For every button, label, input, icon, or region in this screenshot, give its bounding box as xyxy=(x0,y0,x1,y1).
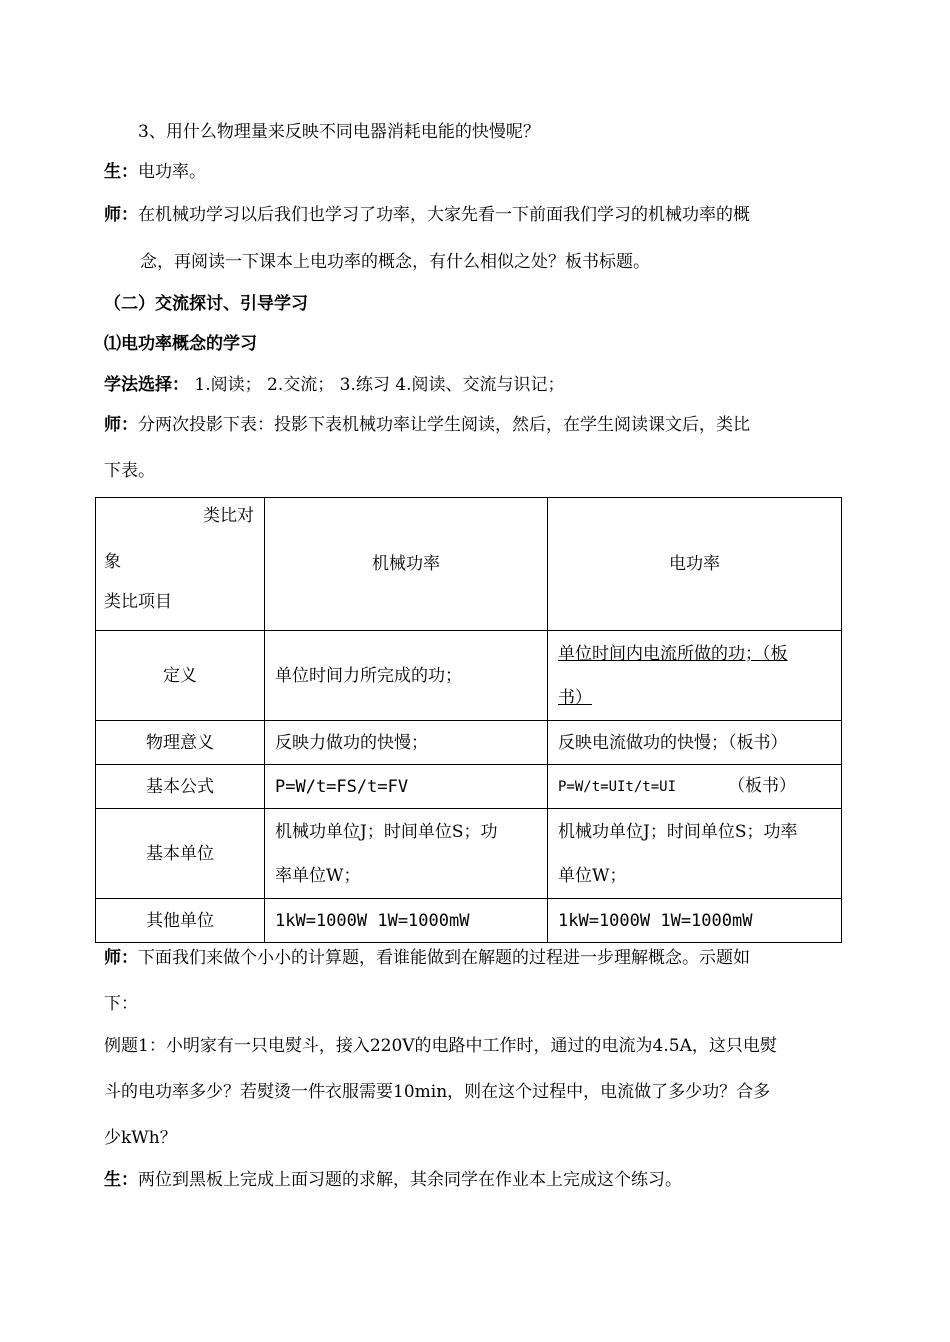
paragraph-student-2 xyxy=(104,1168,682,1192)
row-label: 基本公式 xyxy=(96,765,265,809)
table-row xyxy=(96,631,842,721)
table-header-row xyxy=(96,498,842,631)
paragraph-text: 下面我们来做个小小的计算题，看谁能做到在解题的过程进一步理解概念。示题如 xyxy=(138,948,750,968)
cell-text-line: 书） xyxy=(558,687,592,708)
cell-electric xyxy=(548,631,842,721)
table-row xyxy=(96,721,842,765)
speaker-label: 师： xyxy=(104,205,138,225)
cell-mechanical: 单位时间力所完成的功； xyxy=(265,631,548,721)
table-corner-cell xyxy=(96,498,265,631)
cell-electric: 反映电流做功的快慢；（板书） xyxy=(548,721,842,765)
paragraph-text: 1.阅读； 2.交流； 3.练习 4.阅读、交流与识记； xyxy=(189,375,565,395)
paragraph-teacher-1 xyxy=(104,203,750,227)
corner-label-top: 类比对 xyxy=(203,506,254,526)
table-row xyxy=(96,765,842,809)
speaker-label: 生： xyxy=(104,1170,138,1190)
paragraph-student-answer xyxy=(104,160,206,184)
example-problem-line-1: 例题1：小明家有一只电熨斗，接入220V的电路中工作时，通过的电流为4.5A，这只电熨 xyxy=(104,1036,777,1056)
cell-text-line: 率单位W； xyxy=(275,865,361,886)
speaker-label: 生： xyxy=(104,162,138,182)
cell-formula: P=W/t=UIt/t=UI xyxy=(558,779,677,795)
cell-electric xyxy=(548,765,842,809)
paragraph-text: 电功率。 xyxy=(138,162,206,182)
row-label: 定义 xyxy=(96,631,265,721)
cell-mechanical: P=W/t=FS/t=FV xyxy=(265,765,548,809)
speaker-label: 师： xyxy=(104,415,138,435)
row-label: 物理意义 xyxy=(96,721,265,765)
paragraph-teacher-1-cont: 念，再阅读一下课本上电功率的概念，有什么相似之处？板书标题。 xyxy=(140,252,650,272)
cell-text-line: 单位时间内电流所做的功；（板 xyxy=(558,643,788,664)
paragraph-question-3: 3、用什么物理量来反映不同电器消耗电能的快慢呢？ xyxy=(138,122,540,142)
paragraph-teacher-3-cont: 下： xyxy=(104,994,138,1014)
cell-text-line: 单位W； xyxy=(558,865,627,886)
subsection-heading: ⑴电功率概念的学习 xyxy=(104,334,257,354)
speaker-label: 师： xyxy=(104,948,138,968)
cell-mechanical: 1kW=1000W 1W=1000mW xyxy=(265,899,548,943)
cell-text-line: 机械功单位J；时间单位S；功率 xyxy=(558,821,798,842)
paragraph-text: 两位到黑板上完成上面习题的求解，其余同学在作业本上完成这个练习。 xyxy=(138,1170,682,1190)
section-heading: （二）交流探讨、引导学习 xyxy=(104,294,308,314)
example-problem-line-2: 斗的电功率多少？若熨烫一件衣服需要10min，则在这个过程中，电流做了多少功？合多 xyxy=(104,1082,771,1102)
cell-electric xyxy=(548,809,842,899)
paragraph-study-methods xyxy=(104,373,565,397)
column-header-mechanical: 机械功率 xyxy=(265,498,548,631)
cell-text-line: 机械功单位J；时间单位S；功 xyxy=(275,821,498,842)
table-row xyxy=(96,809,842,899)
paragraph-teacher-3 xyxy=(104,946,750,970)
cell-electric: 1kW=1000W 1W=1000mW xyxy=(548,899,842,943)
paragraph-teacher-2-cont: 下表。 xyxy=(104,461,155,481)
cell-mechanical xyxy=(265,809,548,899)
speaker-label: 学法选择： xyxy=(104,375,189,395)
corner-label-mid: 象 xyxy=(104,552,121,572)
table-row xyxy=(96,899,842,943)
cell-note: （板书） xyxy=(728,776,797,796)
column-header-electric: 电功率 xyxy=(548,498,842,631)
comparison-table xyxy=(95,497,842,943)
cell-mechanical: 反映力做功的快慢； xyxy=(265,721,548,765)
corner-label-bottom: 类比项目 xyxy=(104,592,172,612)
row-label: 其他单位 xyxy=(96,899,265,943)
paragraph-teacher-2 xyxy=(104,413,750,437)
paragraph-text: 分两次投影下表：投影下表机械功率让学生阅读，然后，在学生阅读课文后，类比 xyxy=(138,415,750,435)
row-label: 基本单位 xyxy=(96,809,265,899)
paragraph-text: 在机械功学习以后我们也学习了功率，大家先看一下前面我们学习的机械功率的概 xyxy=(138,205,750,225)
example-problem-line-3: 少kWh？ xyxy=(104,1128,177,1148)
